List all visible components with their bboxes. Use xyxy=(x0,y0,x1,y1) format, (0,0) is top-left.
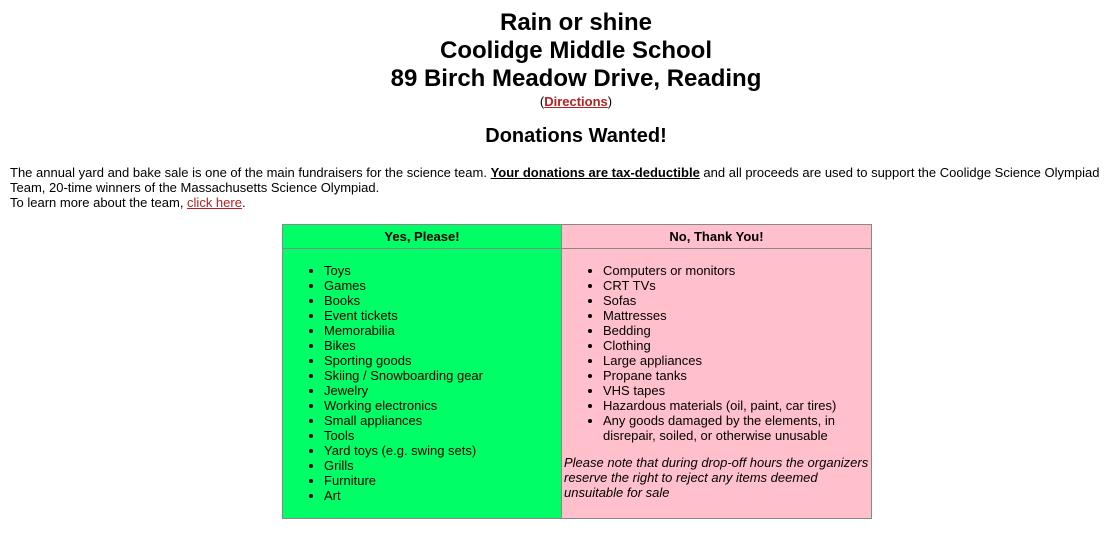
yes-item: • Yard toys (e.g. swing sets) xyxy=(324,443,561,458)
event-venue: Coolidge Middle School xyxy=(440,37,712,64)
yes-item: • Jewelry xyxy=(324,383,561,398)
no-header: No, Thank You! xyxy=(562,225,872,249)
tax-deductible-link[interactable]: Your donations are tax-deductible xyxy=(490,165,700,180)
yes-header: Yes, Please! xyxy=(283,225,562,249)
yes-item: • Event tickets xyxy=(324,308,561,323)
event-tagline: Rain or shine xyxy=(499,9,653,36)
yes-item: • Working electronics xyxy=(324,398,561,413)
yes-item: • Grills xyxy=(324,458,561,473)
click-here-link[interactable]: click here xyxy=(187,195,242,210)
directions-link[interactable]: Directions xyxy=(544,94,608,109)
event-header xyxy=(0,9,1116,109)
intro-text-1: The annual yard and bake sale is one of the main fundraisers for the science team. xyxy=(10,165,491,180)
dropoff-note: Please note that during drop-off hours the organizers reserve the right to reject any items deemed unsuitable for sale xyxy=(564,455,869,500)
yes-item: • Memorabilia xyxy=(324,323,561,338)
yes-item: • Toys xyxy=(324,263,561,278)
no-item: • Computers or monitors xyxy=(603,263,871,278)
no-item: • Propane tanks xyxy=(603,368,871,383)
yes-column xyxy=(283,249,562,519)
directions-paren-close: ) xyxy=(607,94,613,109)
no-item: • Sofas xyxy=(603,293,871,308)
yes-item: • Art xyxy=(324,488,561,503)
no-item: • CRT TVs xyxy=(603,278,871,293)
intro-text-2: and all proceeds are used to support the Coolidge Science Olympiad Team, 20-time winners of the Massachusetts Science Olympiad. xyxy=(10,165,1100,195)
directions-line xyxy=(0,94,1116,109)
yes-item: • Small appliances xyxy=(324,413,561,428)
yes-items-list xyxy=(283,263,561,503)
no-item: • Bedding xyxy=(603,323,871,338)
yes-item: • Games xyxy=(324,278,561,293)
no-item: • Clothing xyxy=(603,338,871,353)
intro-text-4: . xyxy=(241,195,246,210)
yes-item: • Skiing / Snowboarding gear xyxy=(324,368,561,383)
yes-item: • Tools xyxy=(324,428,561,443)
event-address: 89 Birch Meadow Drive, Reading xyxy=(390,65,762,92)
yes-item: • Bikes xyxy=(324,338,561,353)
intro-text-3: To learn more about the team, xyxy=(10,195,188,210)
directions-paren-open: ( xyxy=(539,94,545,109)
no-items-list xyxy=(562,263,871,443)
no-item: • Hazardous materials (oil, paint, car tires) xyxy=(603,398,871,413)
no-item: • Large appliances xyxy=(603,353,871,368)
no-column xyxy=(562,249,872,519)
no-item: • Any goods damaged by the elements, in disrepair, soiled, or otherwise unusable xyxy=(603,413,871,443)
yes-item: • Furniture xyxy=(324,473,561,488)
donations-title: Donations Wanted! xyxy=(485,125,667,147)
no-item: • Mattresses xyxy=(603,308,871,323)
donations-table xyxy=(282,224,872,519)
yes-item: • Sporting goods xyxy=(324,353,561,368)
no-item: • VHS tapes xyxy=(603,383,871,398)
intro-paragraph xyxy=(10,165,1116,210)
yes-item: • Books xyxy=(324,293,561,308)
